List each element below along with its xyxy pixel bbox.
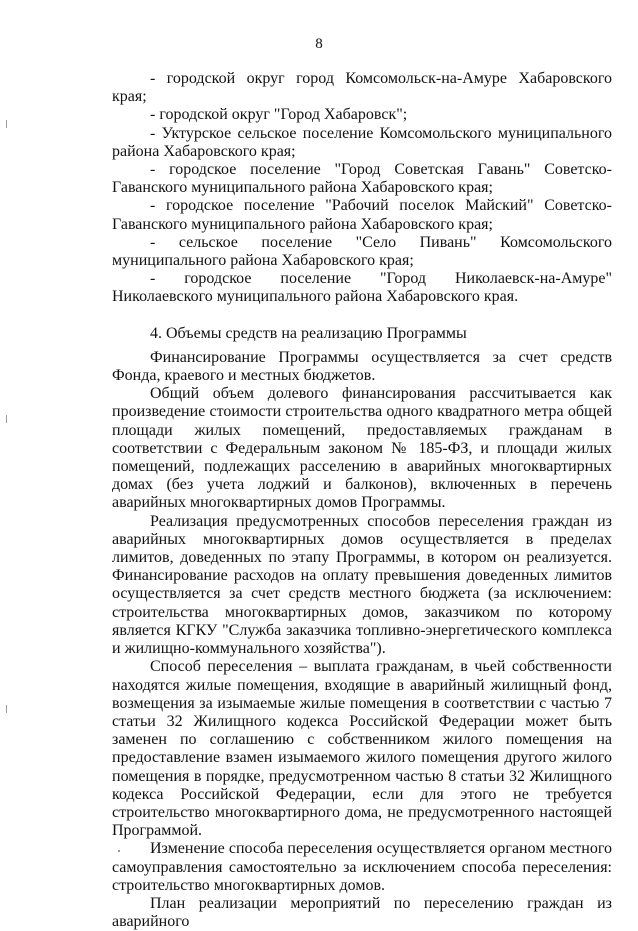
paragraph: Общий объем долевого финансирования рассчитывается как произведение стоимости строительства одного квадратного метра общей площади жилых помещений, предоставляемых гражданам в соответствии с Федеральным законом № 185-ФЗ, и площади жилых помещений, подлежащих расселению в аварийных многоквартирных домах (без учета лоджий и балконов), включенных в перечень аварийных многоквартирных домов Программы. (112, 385, 612, 512)
document-body (112, 70, 612, 931)
scan-edge-mark (6, 120, 7, 128)
paragraph: Реализация предусмотренных способов переселения граждан из аварийных многоквартирных домов осуществляется в пределах лимитов, доведенных по этапу Программы, в котором он реализуется. Финансирование расходов на оплату превышения доведенных лимитов осуществляется за счет средств местного бюджета (за исключением: строительства многоквартирных домов, заказчиком по которому является КГКУ "Служба заказчика топливно-энергетического комплекса и жилищно-коммунального хозяйства"). (112, 512, 612, 658)
scan-edge-mark (6, 705, 7, 713)
scan-dot (118, 850, 120, 852)
list-item: - городское поселение "Город Советская Гавань" Советско-Гаванского муниципального района Хабаровского края; (112, 161, 612, 197)
paragraph: Способ переселения – выплата гражданам, в чьей собственности находятся жилые помещения, входящие в аварийный жилищный фонд, возмещения за изымаемые жилые помещения в соответствии с частью 7 статьи 32 Жилищного кодекса Российской Федерации может быть заменен по соглашению с собственником жилого помещения на предоставление взамен изымаемого жилого помещения другого жилого помещения в порядке, предусмотренном частью 8 статьи 32 Жилищного кодекса Российской Федерации, если для этого не требуется строительство многоквартирного дома, не предусмотренного настоящей Программой. (112, 658, 612, 840)
list-item: - городской округ город Комсомольск-на-Амуре Хабаровского края; (112, 70, 612, 106)
list-item: - Уктурское сельское поселение Комсомольского муниципального района Хабаровского края; (112, 124, 612, 160)
scan-edge-mark (6, 415, 7, 423)
list-item: - сельское поселение "Село Пивань" Комсомольского муниципального района Хабаровского края; (112, 233, 612, 270)
paragraph: План реализации мероприятий по переселению граждан из аварийного (112, 894, 612, 931)
section-heading: 4. Объемы средств на реализацию Программы (150, 324, 467, 342)
paragraph: Финансирование Программы осуществляется за счет средств Фонда, краевого и местных бюджетов. (112, 348, 612, 385)
paragraph: Изменение способа переселения осуществляется органом местного самоуправления самостоятельно за исключением способа переселения: строительство многоквартирных домов. (112, 840, 612, 894)
list-item: - городское поселение "Рабочий поселок Майский" Советско-Гаванского муниципального района Хабаровского края; (112, 197, 612, 233)
list-item: - городское поселение "Город Николаевск-на-Амуре" Николаевского муниципального района Хабаровского края. (112, 270, 612, 306)
page-number: 8 (315, 36, 323, 52)
list-item: - городской округ "Город Хабаровск"; (150, 106, 408, 124)
